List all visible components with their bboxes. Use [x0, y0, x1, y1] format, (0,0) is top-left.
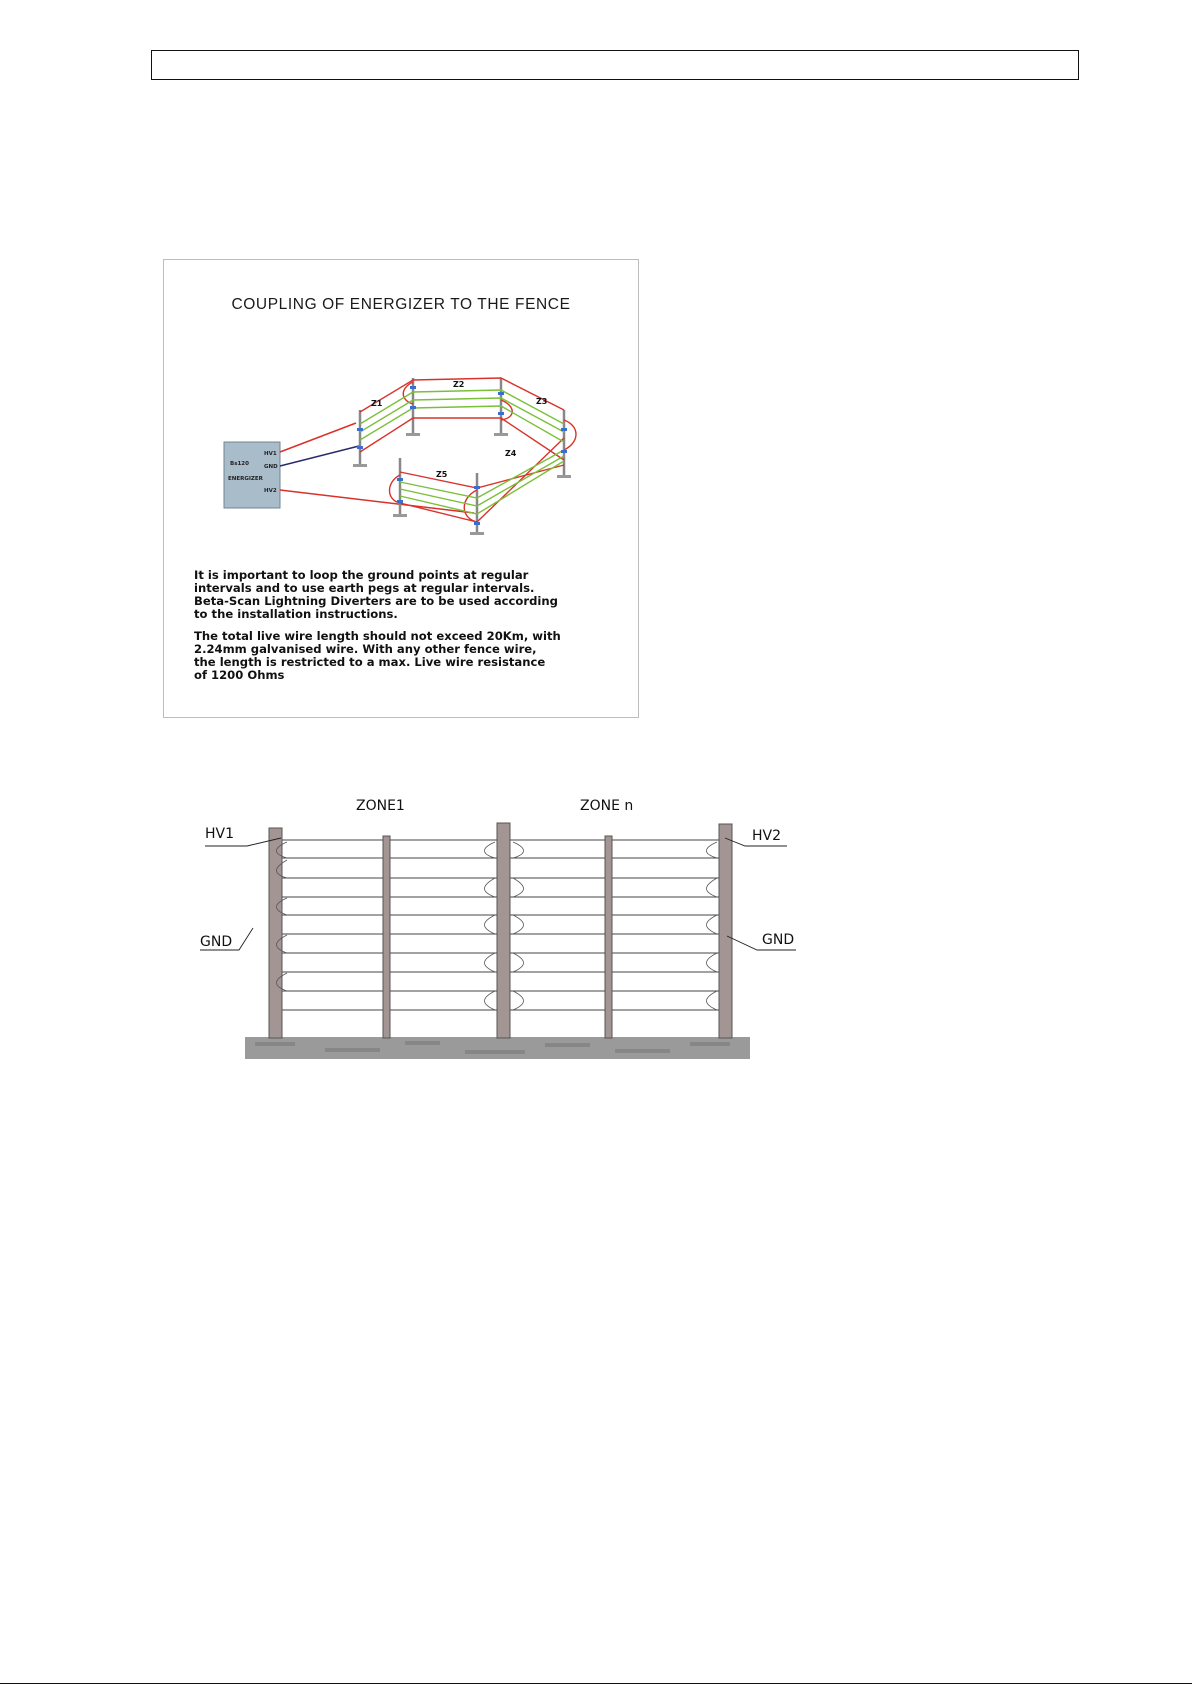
page-header-box: [151, 50, 1079, 80]
label-gnd-right: GND: [762, 932, 795, 948]
zone-label-z1: Z1: [371, 399, 383, 408]
zone-label-z4: Z4: [505, 449, 517, 458]
ground-strip: [245, 1037, 750, 1059]
terminal-hv1: HV1: [264, 451, 277, 457]
wire-length-note: The total live wire length should not exceed 20Km, with 2.24mm galvanised wire. With any other fence wire, the length is restricted to a max. Live wire resistance of 1200 Ohms: [194, 629, 561, 682]
zone-label-z2: Z2: [453, 380, 465, 389]
fence-posts-front: [269, 823, 732, 1038]
label-hv1: HV1: [205, 826, 235, 842]
label-hv2: HV2: [752, 828, 782, 844]
grounding-note: It is important to loop the ground points at regular intervals and to use earth pegs at regular intervals. Beta-Scan Lightning Diverters are to be used according to the installation instructions.: [194, 568, 558, 621]
page-footer-line: [0, 1683, 1192, 1684]
energizer-coupling-figure: [163, 259, 639, 718]
zone-label-zone1: ZONE1: [356, 798, 405, 814]
terminal-hv2: HV2: [264, 488, 277, 494]
gnd-feed-wire: [280, 446, 359, 466]
terminal-gnd: GND: [264, 464, 278, 470]
zone-label-zone-n: ZONE n: [580, 798, 634, 814]
fence-zone-wiring-figure: [195, 790, 795, 1060]
fence-posts: [360, 378, 564, 533]
figure-title: COUPLING OF ENERGIZER TO THE FENCE: [231, 296, 571, 313]
zone-label-z3: Z3: [536, 397, 548, 406]
energizer-model: Bs120: [230, 461, 249, 467]
hv2-feed-wire: [280, 490, 474, 513]
label-gnd-left: GND: [200, 934, 233, 950]
energizer-label: ENERGIZER: [228, 476, 263, 482]
hv1-feed-wire: [280, 423, 356, 452]
post-bases: [353, 433, 571, 535]
zone-label-z5: Z5: [436, 470, 448, 479]
